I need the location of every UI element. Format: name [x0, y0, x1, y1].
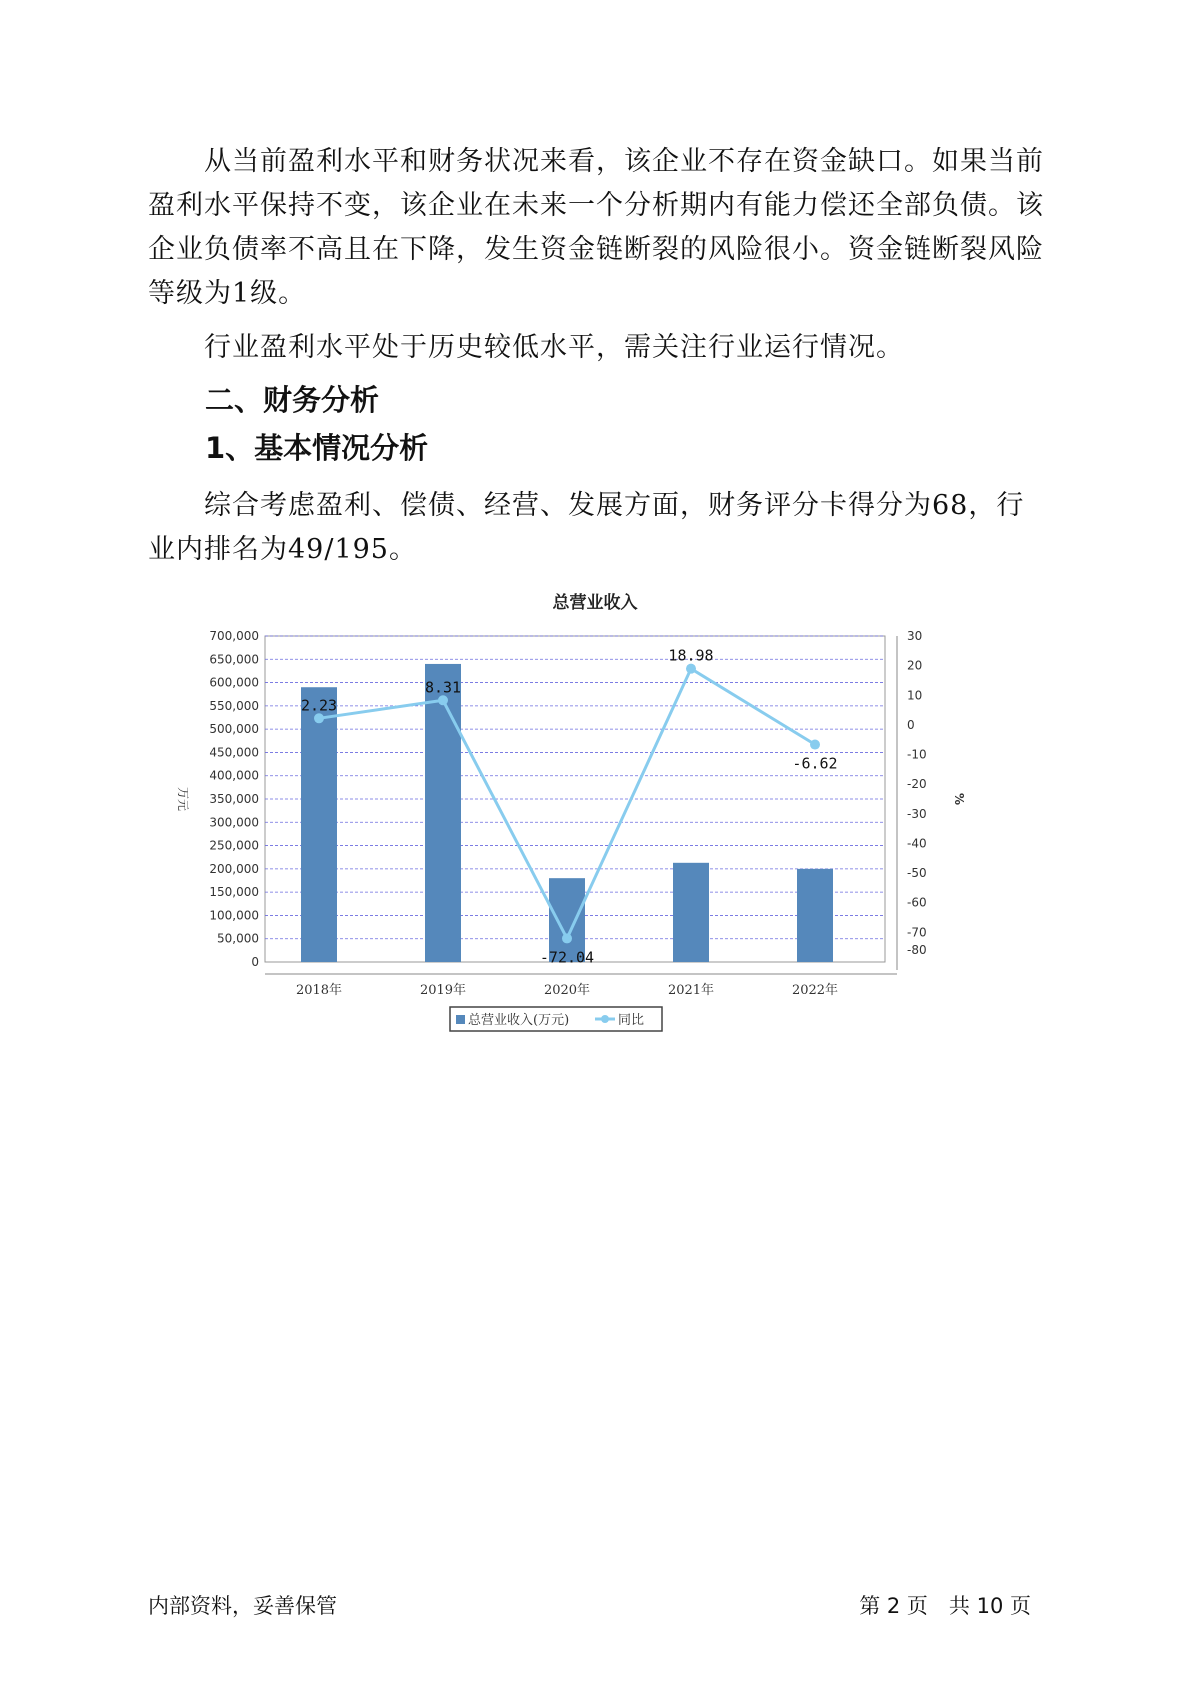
- chart-legend: [450, 1007, 662, 1031]
- y2-tick-label: 10: [907, 688, 923, 703]
- y-tick-label: 300,000: [209, 815, 259, 830]
- point-yoy: [810, 740, 820, 750]
- section-heading-financial-analysis: 二、财务分析: [205, 383, 380, 417]
- paragraph-industry-note: 行业盈利水平处于历史较低水平，需关注行业运行情况。: [204, 332, 904, 363]
- y-tick-label: 400,000: [209, 768, 259, 783]
- y-tick-label: 100,000: [209, 908, 259, 923]
- y2-tick-label: -40: [907, 836, 927, 851]
- legend-swatch-yoy: [601, 1015, 609, 1023]
- y2-tick-label: -10: [907, 747, 927, 762]
- data-label-yoy: -72.04: [539, 948, 595, 967]
- y2-tick-label: -60: [907, 895, 927, 910]
- data-label-yoy: 18.98: [668, 646, 714, 665]
- data-label-yoy: 2.23: [300, 696, 338, 715]
- y2-tick-label: -30: [907, 806, 927, 821]
- y-tick-label: 500,000: [209, 722, 259, 737]
- y2-tick-label: 30: [907, 629, 923, 643]
- y2-tick-label: 20: [907, 658, 923, 673]
- paragraph-risk-summary: 从当前盈利水平和财务状况来看，该企业不存在资金缺口。如果当前盈利水平保持不变，该企业在未来一个分析期内有能力偿还全部负债。该企业负债率不高且在下降，发生资金链断裂的风险很小。资金链断裂风险等级为1级。: [148, 146, 1044, 309]
- chart-title: 总营业收入: [552, 593, 638, 613]
- y-tick-label: 550,000: [209, 698, 259, 713]
- y2-tick-label: -20: [907, 777, 927, 792]
- y-tick-label: 600,000: [209, 675, 259, 690]
- y2-tick-label: -70: [907, 925, 927, 940]
- data-label-yoy: 8.31: [424, 678, 462, 697]
- x-tick-label: 2019年: [419, 983, 467, 998]
- footer-confidential: 内部资料，妥善保管: [148, 1594, 337, 1618]
- point-yoy: [562, 933, 572, 943]
- point-yoy: [686, 664, 696, 674]
- y2-tick-label: -50: [907, 866, 927, 881]
- y2-tick-label: 0: [907, 717, 915, 732]
- subsection-heading-basic-analysis: 1、基本情况分析: [205, 431, 429, 465]
- revenue-chart: [165, 590, 1025, 1028]
- y2-axis-title: %: [952, 792, 966, 806]
- point-yoy: [314, 713, 324, 723]
- y-axis-title: 万元: [176, 786, 190, 812]
- y-tick-label: 650,000: [209, 652, 259, 667]
- bar-revenue: [301, 687, 337, 962]
- x-tick-label: 2018年: [295, 983, 343, 998]
- x-tick-label: 2021年: [667, 983, 715, 998]
- y2-tick-label: -80: [907, 943, 927, 957]
- bar-revenue: [797, 869, 833, 962]
- y-tick-label: 700,000: [209, 629, 259, 643]
- bar-revenue: [673, 863, 709, 962]
- y-tick-label: 450,000: [209, 745, 259, 760]
- paragraph-score-summary: 综合考虑盈利、偿债、经营、发展方面，财务评分卡得分为68，行业内排名为49/195。: [148, 490, 1025, 565]
- data-label-yoy: -6.62: [792, 754, 838, 773]
- bar-revenue: [425, 664, 461, 962]
- x-tick-label: 2020年: [543, 983, 591, 998]
- x-tick-label: 2022年: [791, 983, 839, 998]
- y-tick-label: 350,000: [209, 792, 259, 806]
- legend-swatch-revenue: [456, 1015, 465, 1024]
- y-tick-label: 50,000: [217, 931, 259, 946]
- legend-label-revenue: 总营业收入(万元): [468, 1013, 570, 1028]
- y-tick-label: 200,000: [209, 861, 259, 876]
- footer-page-number: 第 2 页 共 10 页: [859, 1594, 1031, 1618]
- y-tick-label: 250,000: [209, 838, 259, 853]
- y-tick-label: 150,000: [209, 885, 259, 900]
- point-yoy: [438, 695, 448, 705]
- y-tick-label: 0: [251, 955, 259, 969]
- legend-label-yoy: 同比: [618, 1013, 645, 1028]
